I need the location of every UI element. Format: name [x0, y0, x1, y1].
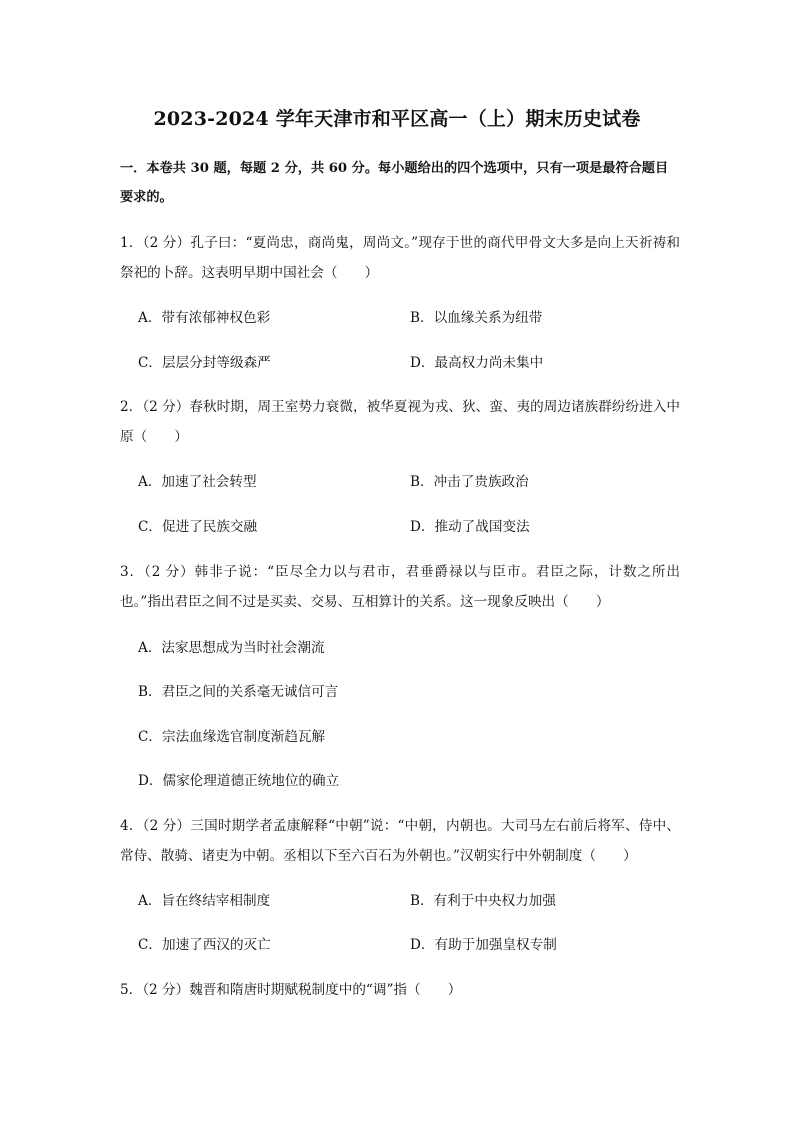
question-2-option-a[interactable]: A．加速了社会转型	[138, 474, 257, 490]
question-1-option-d[interactable]: D．最高权力尚未集中	[410, 355, 544, 371]
question-1-option-a[interactable]: A．带有浓郁神权色彩	[138, 310, 271, 326]
question-1-stem: 1．（2 分）孔子曰：“夏尚忠，商尚鬼，周尚文。”现存于世的商代甲骨文大多是向上天祈祷和祭祀的卜辞。这表明早期中国社会（ ）	[120, 235, 680, 281]
section-heading: 一．本卷共 30 题，每题 2 分，共 60 分。每小题给出的四个选项中，只有一项是最符合题目要求的。	[120, 161, 669, 205]
question-5-stem: 5．（2 分）魏晋和隋唐时期赋税制度中的“调”指（ ）	[120, 982, 462, 998]
question-4-option-a[interactable]: A．旨在终结宰相制度	[138, 893, 271, 909]
question-2-option-c[interactable]: C．促进了民族交融	[138, 519, 258, 535]
question-4-option-d[interactable]: D．有助于加强皇权专制	[410, 937, 557, 953]
question-2-option-b[interactable]: B．冲击了贵族政治	[410, 474, 529, 490]
question-3-option-b[interactable]: B．君臣之间的关系毫无诚信可言	[138, 684, 339, 700]
question-2-option-d[interactable]: D．推动了战国变法	[410, 519, 530, 535]
question-4-option-b[interactable]: B．有利于中央权力加强	[410, 893, 556, 909]
question-4-stem: 4．（2 分）三国时期学者孟康解释“中朝”说：“中朝，内朝也。大司马左右前后将军、侍中、常侍、散骑、诸吏为中朝。丞相以下至六百石为外朝也。”汉朝实行中外朝制度（ ）	[120, 818, 680, 864]
question-1-option-b[interactable]: B．以血缘关系为纽带	[410, 310, 543, 326]
question-3-stem: 3．（2 分）韩非子说：“臣尽全力以与君市，君垂爵禄以与臣市。君臣之际，计数之所出也。”指出君臣之间不过是买卖、交易、互相算计的关系。这一现象反映出（ ）	[120, 564, 680, 610]
question-3-option-d[interactable]: D．儒家伦理道德正统地位的确立	[138, 773, 340, 789]
question-1-option-c[interactable]: C．层层分封等级森严	[138, 355, 271, 371]
question-3-option-a[interactable]: A．法家思想成为当时社会潮流	[138, 640, 325, 656]
question-4-option-c[interactable]: C．加速了西汉的灭亡	[138, 937, 271, 953]
question-3-option-c[interactable]: C．宗法血缘选官制度渐趋瓦解	[138, 729, 326, 745]
exam-title: 2023-2024 学年天津市和平区高一（上）期末历史试卷	[153, 108, 641, 130]
question-2-stem: 2．（2 分）春秋时期，周王室势力衰微，被华夏视为戎、狄、蛮、夷的周边诸族群纷纷进入中原（ ）	[120, 399, 680, 445]
